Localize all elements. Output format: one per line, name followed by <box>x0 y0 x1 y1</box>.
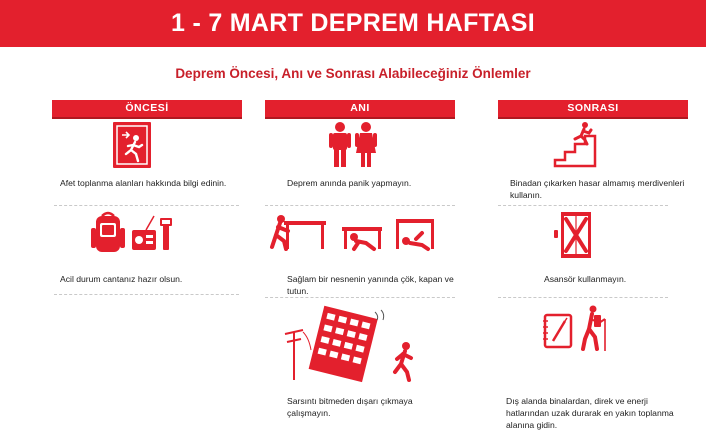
header-underline <box>498 117 688 119</box>
people-icon <box>327 121 379 169</box>
emergency-exit-icon <box>112 121 152 169</box>
item-text: Acil durum cantanız hazır olsun. <box>60 274 183 284</box>
header-underline <box>52 117 242 119</box>
section-divider <box>265 205 455 206</box>
item-text: Afet toplanma alanları hakkında bilgi edinin. <box>60 178 227 188</box>
column-sonrasi <box>498 100 688 435</box>
section-divider <box>498 205 668 206</box>
collapsing-building-icon <box>285 302 445 382</box>
column-header: ÖNCESİ <box>52 100 242 117</box>
section-divider <box>265 297 455 298</box>
section-divider <box>54 294 239 295</box>
emergency-kit-icon <box>88 210 188 260</box>
item-text: Binadan çıkarken hasar almamış merdivenleri kullanın. <box>510 178 685 200</box>
drop-cover-hold-icon <box>270 213 440 251</box>
item-text: Sağlam bir nesnenin yanında çök, kapan ve tutun. <box>287 274 454 296</box>
column-header: ANI <box>265 100 455 117</box>
page-subtitle: Deprem Öncesi, Anı ve Sonrası Alabileceğiniz Önlemler <box>175 66 531 81</box>
elevator-icon <box>553 210 593 260</box>
stairs-icon <box>553 122 605 168</box>
column-ani <box>265 100 455 435</box>
section-divider <box>498 297 668 298</box>
header-underline <box>265 117 455 119</box>
column-header: SONRASI <box>498 100 688 117</box>
item-text: Deprem anında panik yapmayın. <box>287 178 412 188</box>
section-divider <box>54 205 239 206</box>
page-title-banner <box>0 0 706 47</box>
item-text: Sarsıntı bitmeden dışarı çıkmaya çalışmayın. <box>287 396 413 418</box>
hiker-icon <box>543 305 613 355</box>
column-oncesi <box>52 100 242 435</box>
item-text: Asansör kullanmayın. <box>544 274 627 284</box>
item-text: Dış alanda binalardan, direk ve enerji hatlarından uzak durarak en yakın toplanma alanına gidin. <box>506 396 674 430</box>
page-title: 1 - 7 MART DEPREM HAFTASI <box>171 9 535 37</box>
